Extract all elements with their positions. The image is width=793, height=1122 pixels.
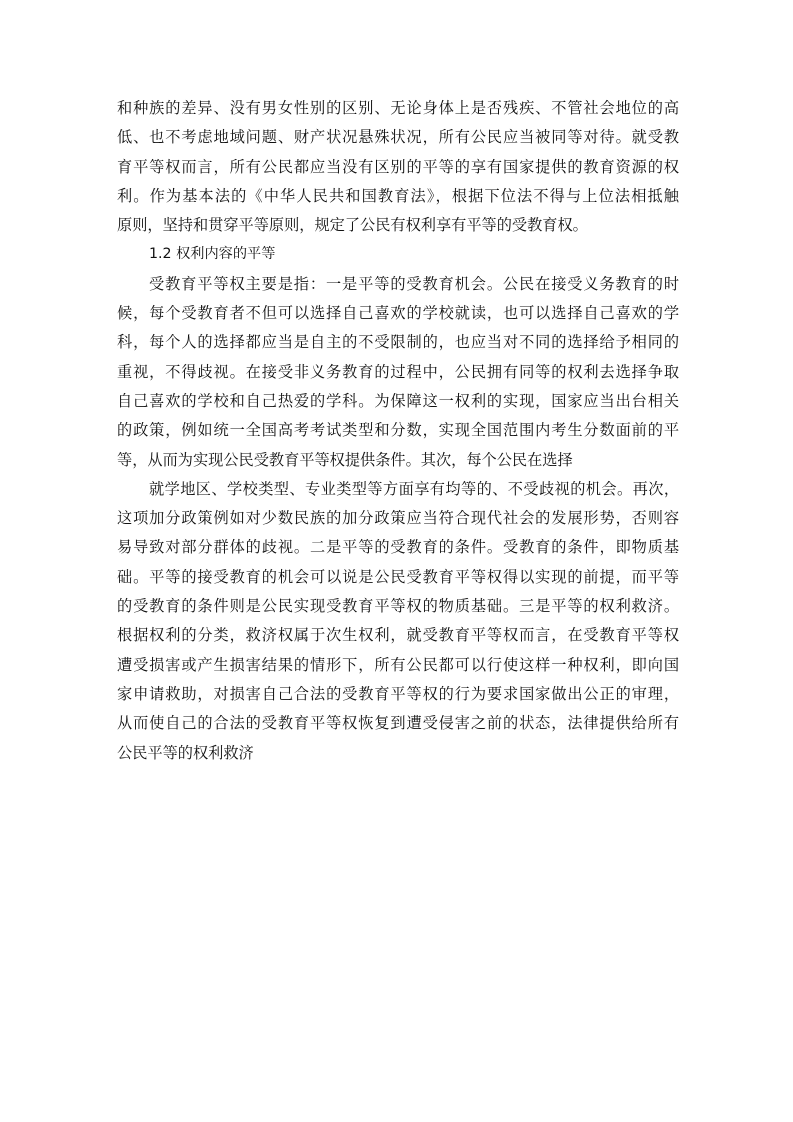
text-line: 从而使自己的合法的受教育平等权恢复到遭受侵害之前的状态，法律提供给所有 [117, 714, 679, 733]
text-line: 低、也不考虑地域问题、财产状况悬殊状况，所有公民应当被同等对待。就受教 [117, 128, 679, 147]
text-line: 这项加分政策例如对少数民族的加分政策应当符合现代社会的发展形势，否则容 [117, 509, 679, 528]
text-line: 根据权利的分类，救济权属于次生权利，就受教育平等权而言，在受教育平等权 [117, 626, 679, 645]
text-line: 易导致对部分群体的歧视。二是平等的受教育的条件。受教育的条件，即物质基 [117, 538, 679, 557]
text-line: 家申请救助，对损害自己合法的受教育平等权的行为要求国家做出公正的审理， [117, 684, 679, 703]
document-body [117, 94, 679, 768]
text-line: 候，每个受教育者不但可以选择自己喜欢的学校就读，也可以选择自己喜欢的学 [117, 304, 679, 323]
text-line: 重视，不得歧视。在接受非义务教育的过程中，公民拥有同等的权利去选择争取 [117, 362, 679, 381]
text-line: 受教育平等权主要是指：一是平等的受教育机会。公民在接受义务教育的时 [149, 274, 679, 293]
paragraph-3 [117, 475, 679, 768]
paragraph-2 [117, 270, 679, 475]
text-line: 的政策，例如统一全国高考考试类型和分数，实现全国范围内考生分数面前的平 [117, 421, 679, 440]
text-line: 科，每个人的选择都应当是自主的不受限制的，也应当对不同的选择给予相同的 [117, 333, 679, 352]
text-line: 遭受损害或产生损害结果的情形下，所有公民都可以行使这样一种权利，即向国 [117, 655, 679, 674]
text-line: 础。平等的接受教育的机会可以说是公民受教育平等权得以实现的前提，而平等 [117, 567, 679, 586]
text-line: 公民平等的权利救济 [117, 743, 254, 762]
text-line: 就学地区、学校类型、专业类型等方面享有均等的、不受歧视的机会。再次， [149, 479, 679, 498]
paragraph-1 [117, 94, 679, 240]
text-line: 等，从而为实现公民受教育平等权提供条件。其次，每个公民在选择 [117, 450, 573, 469]
text-line: 自己喜欢的学校和自己热爱的学科。为保障这一权利的实现，国家应当出台相关 [117, 391, 679, 410]
text-line: 原则，坚持和贯穿平等原则，规定了公民有权利享有平等的受教育权。 [117, 216, 588, 235]
text-line: 的受教育的条件则是公民实现受教育平等权的物质基础。三是平等的权利救济。 [117, 597, 679, 616]
text-line: 育平等权而言，所有公民都应当没有区别的平等的享有国家提供的教育资源的权 [117, 157, 679, 176]
text-line: 和种族的差异、没有男女性别的区别、无论身体上是否残疾、不管社会地位的高 [117, 99, 679, 117]
section-heading: 1.2 权利内容的平等 [149, 246, 276, 263]
text-line: 利。作为基本法的《中华人民共和国教育法》，根据下位法不得与上位法相抵触 [117, 186, 679, 205]
